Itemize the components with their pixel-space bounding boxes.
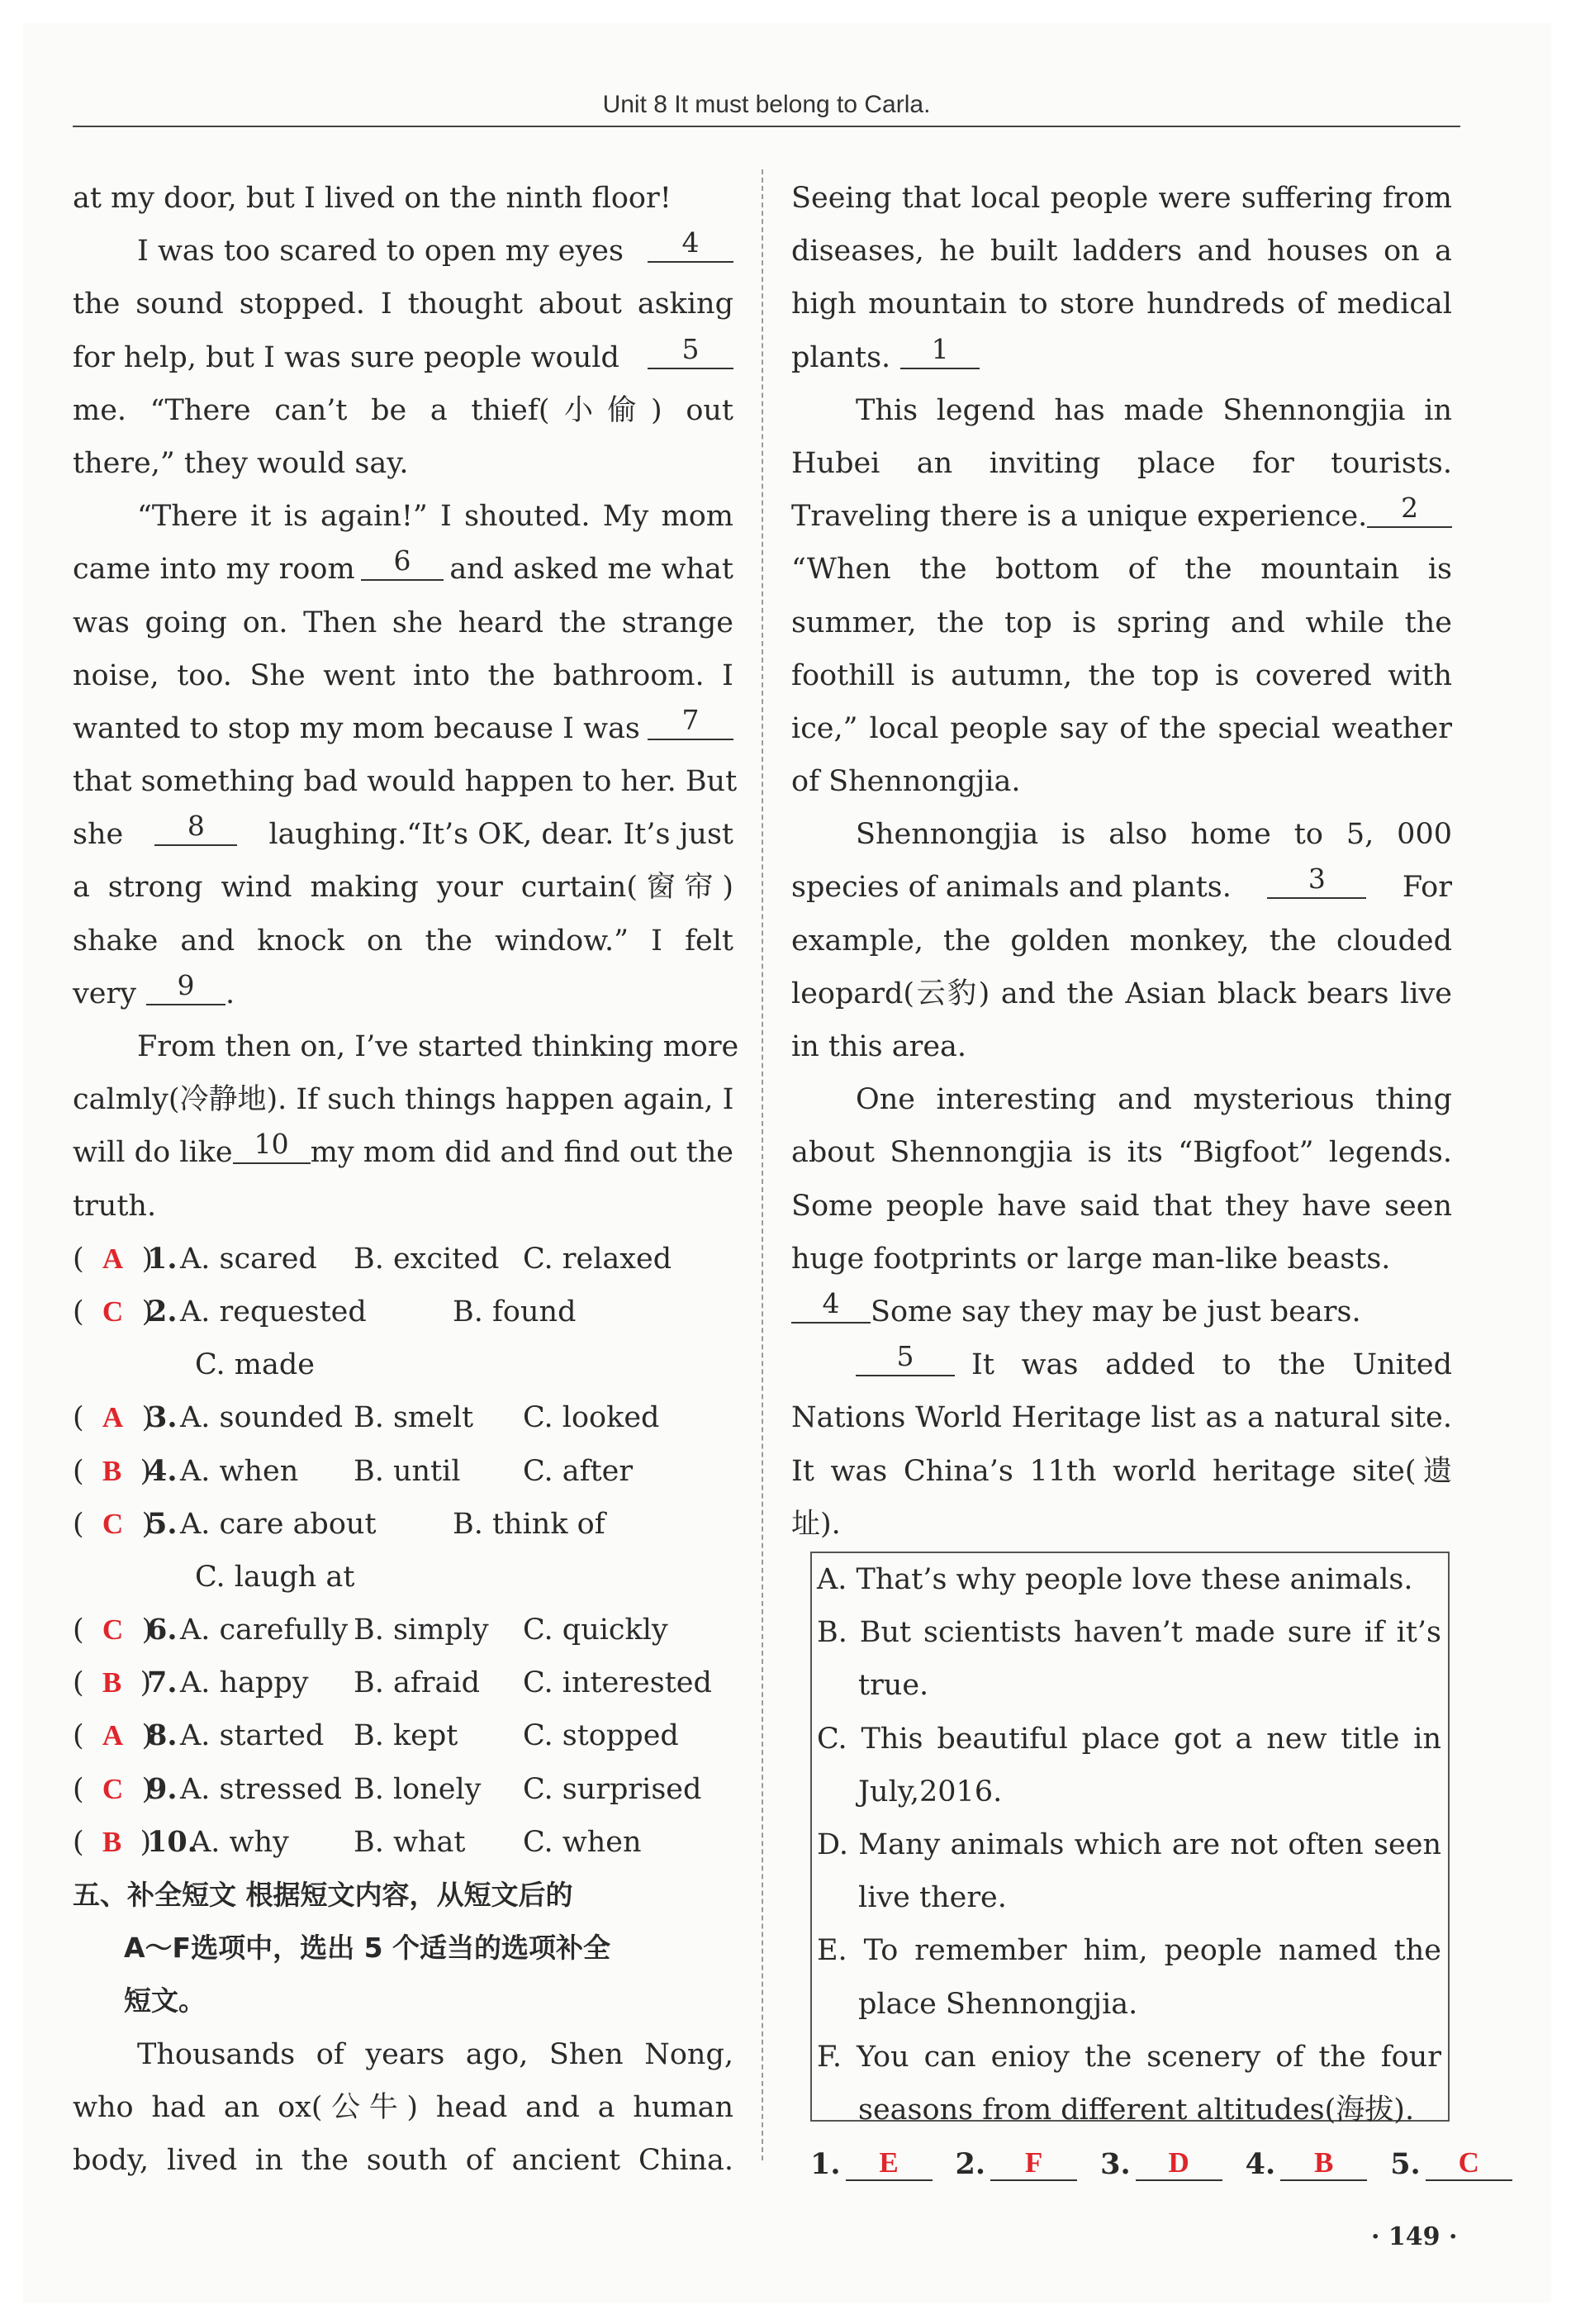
text-line: that something bad would happen to her. But bbox=[73, 765, 738, 799]
text-line: Traveling there is a unique experience. 2 bbox=[791, 490, 1452, 543]
blank-4[interactable]: 4 bbox=[791, 1286, 871, 1324]
question-row: ( B ) 4. A. when B. until C. after bbox=[73, 1445, 733, 1498]
text-line: came into my room 6 and asked me what bbox=[73, 544, 733, 587]
text-line: me. “There can’t be a thief(小偷) out bbox=[73, 393, 733, 427]
text-line: 5 It was added to the United bbox=[791, 1338, 1452, 1391]
section-heading: 五、补全短文 根据短文内容，从短文后的 bbox=[73, 1879, 573, 1911]
header-rule bbox=[73, 126, 1460, 127]
blank-6[interactable]: 6 bbox=[361, 543, 444, 581]
text-line: Shennongjia is also home to 5, 000 bbox=[856, 818, 1452, 852]
text-line: Nations World Heritage list as a natural site. bbox=[791, 1401, 1452, 1435]
option-a[interactable]: A. carefully bbox=[180, 1613, 349, 1647]
option-c[interactable]: C. relaxed bbox=[523, 1242, 672, 1276]
question-row: ( B ) 10. A. why B. what C. when bbox=[73, 1816, 733, 1869]
answer-line: 1. E 2. F 3. D 4. B 5. C bbox=[810, 2146, 1535, 2181]
blank-9[interactable]: 9 bbox=[146, 967, 225, 1005]
text-line: It was China’s 11th world heritage site(遗 bbox=[791, 1454, 1452, 1488]
text-line: Some people have said that they have seen bbox=[791, 1189, 1452, 1223]
page-header: Unit 8 It must belong to Carla. bbox=[602, 91, 931, 118]
question-row: ( B ) 7. A. happy B. afraid C. interested bbox=[73, 1656, 733, 1709]
answer-mark: C bbox=[102, 1507, 124, 1540]
text-line: the sound stopped. I thought about asking bbox=[73, 288, 733, 321]
option-c[interactable]: C. when bbox=[523, 1825, 642, 1859]
option-B[interactable]: B. But scientists haven’t made sure if it’s bbox=[817, 1616, 1441, 1650]
answer-mark: C bbox=[102, 1772, 124, 1805]
option-D-cont: live there. bbox=[858, 1881, 1007, 1915]
option-F-cont: seasons from different altitudes(海拔). bbox=[858, 2093, 1415, 2127]
text-line: in this area. bbox=[791, 1030, 967, 1063]
answer-blank-2[interactable]: F bbox=[990, 2146, 1077, 2181]
text-line: high mountain to store hundreds of medical bbox=[791, 288, 1452, 321]
option-F[interactable]: F. You can enioy the scenery of the four bbox=[817, 2040, 1441, 2074]
text-line: 4 Some say they may be just bears. bbox=[791, 1286, 1452, 1338]
answer-mark: A bbox=[102, 1719, 124, 1752]
option-C[interactable]: C. This beautiful place got a new title in bbox=[817, 1722, 1441, 1756]
option-C-cont: July,2016. bbox=[858, 1775, 1003, 1808]
text-line: Thousands of years ago, Shen Nong, bbox=[137, 2037, 733, 2071]
column-divider bbox=[762, 169, 763, 2160]
page-number: · 149 · bbox=[1371, 2222, 1458, 2251]
text-line: for help, but I was sure people would 5 bbox=[73, 331, 733, 384]
option-E-cont: place Shennongjia. bbox=[858, 1987, 1138, 2021]
option-b[interactable]: B. excited bbox=[354, 1242, 500, 1276]
blank-2[interactable]: 2 bbox=[1367, 490, 1452, 528]
answer-blank-4[interactable]: B bbox=[1280, 2146, 1367, 2181]
option-b[interactable]: B. smelt bbox=[354, 1401, 474, 1435]
text-line: a strong wind making your curtain(窗帘) bbox=[73, 871, 733, 905]
blank-4[interactable]: 4 bbox=[648, 225, 733, 263]
question-row: ( C ) 6. A. carefully B. simply C. quickly bbox=[73, 1604, 733, 1656]
answer-blank-1[interactable]: E bbox=[846, 2146, 933, 2181]
blank-8[interactable]: 8 bbox=[154, 808, 237, 846]
question-row: ( C ) 5. A. care about B. think of bbox=[73, 1498, 733, 1551]
option-c[interactable]: C. made bbox=[195, 1348, 315, 1382]
text-line: 址). bbox=[791, 1507, 841, 1541]
text-line: about Shennongjia is its “Bigfoot” legends. bbox=[791, 1136, 1452, 1170]
blank-5[interactable]: 5 bbox=[856, 1338, 955, 1376]
answer-mark: A bbox=[102, 1401, 124, 1434]
answer-mark: B bbox=[102, 1825, 122, 1858]
option-c[interactable]: C. laugh at bbox=[195, 1560, 355, 1594]
option-c[interactable]: C. after bbox=[523, 1454, 634, 1488]
text-line: wanted to stop my mom because I was 7 bbox=[73, 702, 733, 755]
answer-mark: C bbox=[102, 1295, 124, 1328]
text-line: plants. 1 bbox=[791, 331, 1452, 384]
text-line: Hubei an inviting place for tourists. bbox=[791, 446, 1452, 480]
option-D[interactable]: D. Many animals which are not often seen bbox=[817, 1827, 1441, 1861]
option-b[interactable]: B. until bbox=[354, 1454, 461, 1488]
option-b[interactable]: B. think of bbox=[453, 1507, 605, 1541]
text-line: leopard(云豹) and the Asian black bears live bbox=[791, 977, 1452, 1010]
answer-blank-5[interactable]: C bbox=[1426, 2146, 1512, 2181]
text-line: I was too scared to open my eyes 4 bbox=[73, 225, 733, 278]
option-B-cont: true. bbox=[858, 1669, 929, 1703]
option-b[interactable]: B. what bbox=[354, 1825, 466, 1859]
text-line: foothill is autumn, the top is covered with bbox=[791, 658, 1452, 692]
blank-3[interactable]: 3 bbox=[1267, 861, 1366, 899]
text-line: summer, the top is spring and while the bbox=[791, 606, 1452, 639]
text-line: ice,” local people say of the special weather bbox=[791, 711, 1452, 745]
option-a[interactable]: A. when bbox=[180, 1454, 299, 1488]
text-line: was going on. Then she heard the strange bbox=[73, 606, 733, 639]
option-b[interactable]: B. found bbox=[453, 1295, 577, 1328]
option-c[interactable]: C. stopped bbox=[523, 1719, 679, 1753]
option-a[interactable]: A. why bbox=[190, 1825, 289, 1859]
answer-mark: C bbox=[102, 1613, 124, 1647]
text-line: who had an ox(公牛) head and a human bbox=[73, 2090, 733, 2124]
text-line: truth. bbox=[73, 1189, 157, 1223]
text-line: example, the golden monkey, the clouded bbox=[791, 924, 1452, 958]
text-line: calmly(冷静地). If such things happen again, I bbox=[73, 1083, 734, 1117]
text-line: body, lived in the south of ancient China. bbox=[73, 2143, 733, 2177]
section-heading: 短文。 bbox=[124, 1984, 206, 2017]
text-line: “When the bottom of the mountain is bbox=[791, 553, 1452, 587]
option-a[interactable]: A. stressed bbox=[180, 1772, 343, 1806]
text-line: huge footprints or large man-like beasts. bbox=[791, 1242, 1391, 1276]
answer-mark: B bbox=[102, 1454, 122, 1487]
option-a[interactable]: A. scared bbox=[180, 1242, 317, 1276]
option-a[interactable]: A. started bbox=[180, 1719, 325, 1753]
left-column bbox=[73, 172, 739, 2187]
option-b[interactable]: B. simply bbox=[354, 1613, 489, 1647]
answer-mark: A bbox=[102, 1242, 124, 1275]
text-line: she 8 laughing.“It’s OK, dear. It’s just bbox=[73, 810, 733, 852]
blank-1[interactable]: 1 bbox=[900, 331, 980, 369]
text-line: species of animals and plants. 3 For bbox=[791, 863, 1452, 905]
option-c[interactable]: C. quickly bbox=[523, 1613, 668, 1647]
options-box bbox=[810, 1552, 1450, 2127]
text-line: diseases, he built ladders and houses on a bbox=[791, 235, 1452, 269]
blank-7[interactable]: 7 bbox=[648, 702, 733, 740]
text-line: Seeing that local people were suffering from bbox=[791, 182, 1452, 215]
text-line: shake and knock on the window.” I felt bbox=[73, 924, 733, 958]
question-row: ( C ) 9. A. stressed B. lonely C. surprised bbox=[73, 1763, 733, 1816]
option-a[interactable]: A. requested bbox=[180, 1295, 367, 1328]
text-line: at my door, but I lived on the ninth floor! bbox=[73, 182, 672, 215]
section-heading: A～F选项中，选出 5 个适当的选项补全 bbox=[124, 1932, 611, 1965]
option-a[interactable]: A. sounded bbox=[180, 1401, 344, 1435]
question-row: ( A ) 1. A. scared B. excited C. relaxed bbox=[73, 1233, 733, 1286]
text-line: of Shennongjia. bbox=[791, 765, 1021, 799]
text-line: From then on, I’ve started thinking more bbox=[137, 1030, 739, 1063]
option-c[interactable]: C. interested bbox=[523, 1666, 712, 1700]
question-row: ( C ) 2. A. requested B. found bbox=[73, 1286, 733, 1338]
question-row: ( A ) 3. A. sounded B. smelt C. looked bbox=[73, 1391, 733, 1444]
answer-blank-3[interactable]: D bbox=[1136, 2146, 1222, 2181]
blank-10[interactable]: 10 bbox=[233, 1126, 311, 1164]
question-row: ( A ) 8. A. started B. kept C. stopped bbox=[73, 1709, 733, 1762]
answer-mark: B bbox=[102, 1666, 122, 1699]
option-c[interactable]: C. looked bbox=[523, 1401, 660, 1435]
blank-5[interactable]: 5 bbox=[648, 331, 733, 369]
text-line: will do like 10 my mom did and find out the bbox=[73, 1128, 733, 1170]
option-a[interactable]: A. happy bbox=[180, 1666, 309, 1700]
option-a[interactable]: A. care about bbox=[180, 1507, 377, 1541]
right-column bbox=[791, 172, 1452, 1551]
text-line: One interesting and mysterious thing bbox=[856, 1083, 1452, 1117]
option-c[interactable]: C. surprised bbox=[523, 1772, 702, 1806]
option-b[interactable]: B. lonely bbox=[354, 1772, 482, 1806]
option-b[interactable]: B. afraid bbox=[354, 1666, 480, 1700]
text-line: very 9 . bbox=[73, 968, 235, 1010]
text-line: “There it is again!” I shouted. My mom bbox=[137, 500, 733, 534]
text-line: noise, too. She went into the bathroom. I bbox=[73, 658, 733, 692]
text-line: there,” they would say. bbox=[73, 446, 409, 480]
text-line: This legend has made Shennongjia in bbox=[856, 393, 1452, 427]
option-b[interactable]: B. kept bbox=[354, 1719, 458, 1753]
option-A[interactable]: A. That’s why people love these animals. bbox=[817, 1563, 1413, 1596]
option-E[interactable]: E. To remember him, people named the bbox=[817, 1934, 1441, 1968]
